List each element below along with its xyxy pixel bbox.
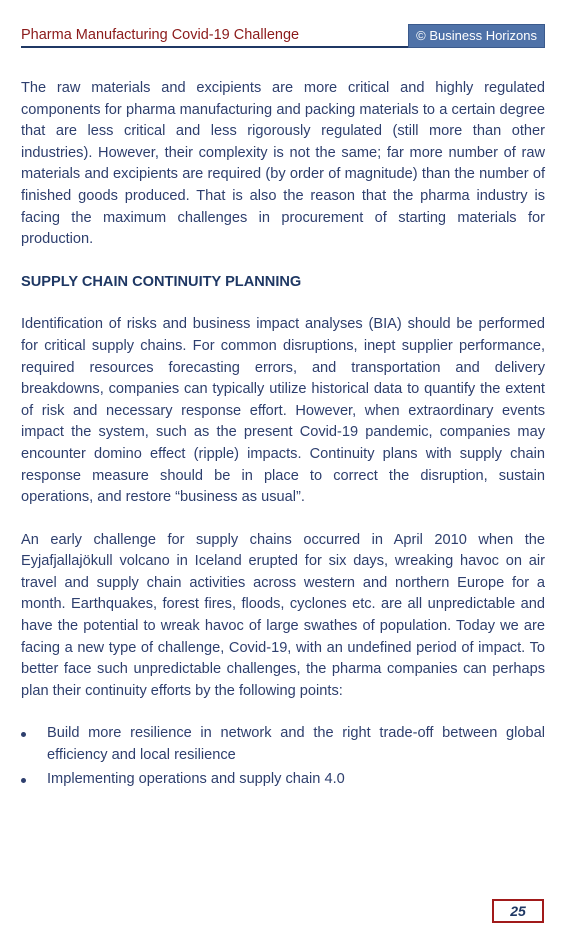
running-title: Pharma Manufacturing Covid-19 Challenge bbox=[21, 27, 300, 43]
list-item bbox=[21, 769, 545, 791]
list-item bbox=[21, 723, 545, 766]
page-content bbox=[21, 78, 545, 792]
section-heading: SUPPLY CHAIN CONTINUITY PLANNING bbox=[21, 273, 302, 290]
body-paragraph: The raw materials and excipients are more critical and highly regulated components for pharma manufacturing and packing materials to a certain degree that are less critical and less rigorously regulated (still more than other industries). However, their complexity is not the same; far more number of raw materials and excipients are required (by order of magnitude) than the number of finished goods produced. That is also the reason that the pharma industry is facing the maximum challenges in procurement of starting materials for production. bbox=[21, 80, 545, 248]
publisher-badge: © Business Horizons bbox=[408, 24, 545, 48]
list-item-text: Build more resilience in network and the right trade-off between global efficiency and local resilience bbox=[47, 725, 545, 764]
bullet-icon bbox=[21, 778, 26, 783]
page-header bbox=[21, 24, 545, 48]
list-item-text: Implementing operations and supply chain 4.0 bbox=[47, 770, 345, 787]
page-number: 25 bbox=[492, 899, 544, 923]
body-paragraph: Identification of risks and business impact analyses (BIA) should be performed for critical supply chains. For common disruptions, inept supplier performance, required resources forecasting errors, and transportation and delivery breakdowns, companies can typically utilize historical data to quantify the extent of risk and necessary response effort. However, when extraordinary events impact the system, such as the present Covid-19 pandemic, companies may encounter domino effect (ripple) impacts. Continuity plans with supply chain response measure should be in place to correct the disruption, sustain operations, and restore “business as usual”. bbox=[21, 316, 545, 506]
body-paragraph: An early challenge for supply chains occurred in April 2010 when the Eyjafjallajökull volcano in Iceland erupted for six days, wreaking havoc on air travel and supply chain activities across western and northern Europe for a month. Earthquakes, forest fires, floods, cyclones etc. are all unpredictable and have the potential to wreak havoc of large swathes of population. Today we are facing a new type of challenge, Covid-19, with an undefined period of impact. To better face such unpredictable challenges, the pharma companies can perhaps plan their continuity efforts by the following points: bbox=[21, 531, 545, 699]
bullet-icon bbox=[21, 732, 26, 737]
bullet-list bbox=[21, 723, 545, 790]
